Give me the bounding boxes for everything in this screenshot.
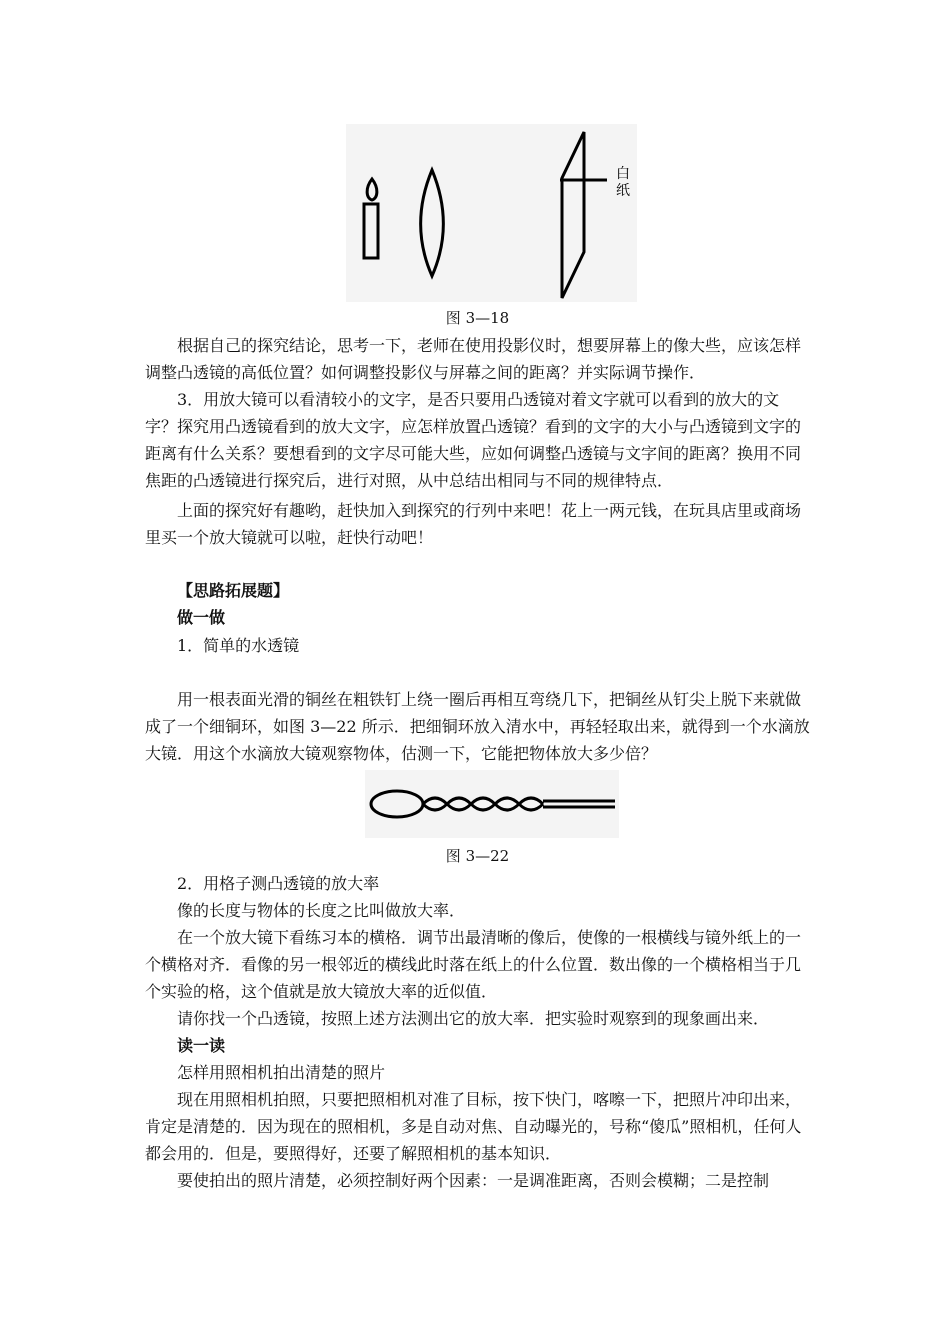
figure-3-22 bbox=[365, 770, 619, 838]
paragraph-try-it: 请你找一个凸透镜，按照上述方法测出它的放大率．把实验时观察到的现象画出来． bbox=[177, 1009, 770, 1028]
paragraph-grid-method: 在一个放大镜下看练习本的横格．调节出最清晰的像后，使像的一根横线与镜外纸上的一个横格对齐．看像的另一根邻近的横线此时落在纸上的什么位置．数出像的一个横格相当于几个实验的格，这个值就是放大镜放大率的近似值． bbox=[145, 928, 802, 1001]
figure-caption-3-22: 图 3—22 bbox=[445, 847, 510, 865]
screen-icon bbox=[562, 132, 584, 298]
paragraph-camera-factors: 要使拍出的照片清楚，必须控制好两个因素：一是调准距离，否则会模糊；二是控制 bbox=[177, 1171, 770, 1190]
paragraph-magnifier: 3．用放大镜可以看清较小的文字，是否只要用凸透镜对着文字就可以看到的放大的文字？探究用凸透镜看到的放大文字，应怎样放置凸透镜？看到的文字的大小与凸透镜到文字的距离有什么关系？要想看到的文字尽可能大些，应如何调整凸透镜与文字间的距离？换用不同焦距的凸透镜进行探究后，进行对照，从中总结出相同与不同的规律特点． bbox=[145, 390, 802, 490]
paragraph-camera-intro: 现在用照相机拍照，只要把照相机对准了目标，按下快门，喀嚓一下，把照片冲印出来，肯定是清楚的．因为现在的照相机，多是自动对焦、自动曝光的，号称“傻瓜”照相机，任何人都会用的．但是，要照得好，还要了解照相机的基本知识． bbox=[145, 1090, 802, 1163]
copper-ring-diagram bbox=[365, 770, 619, 838]
paragraph-copper-ring: 用一根表面光滑的铜丝在粗铁钉上绕一圈后再相互弯绕几下，把铜丝从钉尖上脱下来就做成了一个细铜环，如图 3—22 所示．把细铜环放入清水中，再轻轻取出来，就得到一个水滴放大镜．用这个水滴放大镜观察物体，估测一下，它能把物体放大多少倍？ bbox=[145, 690, 810, 763]
convex-lens-icon bbox=[421, 170, 444, 276]
candle-icon bbox=[364, 204, 378, 258]
figure-caption-3-18: 图 3—18 bbox=[445, 309, 510, 327]
flame-icon bbox=[367, 179, 377, 200]
section-heading-extension: 【思路拓展题】 bbox=[177, 581, 290, 600]
section-heading-read: 读一读 bbox=[177, 1036, 226, 1055]
label-bai: 白 bbox=[616, 166, 630, 182]
item-title-magnification: 2．用格子测凸透镜的放大率 bbox=[177, 874, 380, 893]
figure-3-18 bbox=[346, 124, 637, 302]
candle-lens-screen-diagram bbox=[346, 124, 637, 302]
paragraph-projector: 根据自己的探究结论，思考一下，老师在使用投影仪时，想要屏幕上的像大些，应该怎样调整凸透镜的高低位置？如何调整投影仪与屏幕之间的距离？并实际调节操作． bbox=[145, 336, 802, 382]
label-zhi: 纸 bbox=[616, 183, 630, 199]
section-heading-do: 做一做 bbox=[177, 608, 226, 627]
item-title-water-lens: 1．简单的水透镜 bbox=[177, 636, 300, 655]
reading-title: 怎样用照相机拍出清楚的照片 bbox=[177, 1063, 386, 1082]
ring-loop-icon bbox=[371, 791, 423, 817]
paragraph-magnification-definition: 像的长度与物体的长度之比叫做放大率． bbox=[177, 901, 466, 920]
paragraph-fun: 上面的探究好有趣哟，赶快加入到探究的行列中来吧！花上一两元钱，在玩具店里或商场里买一个放大镜就可以啦，赶快行动吧！ bbox=[145, 501, 802, 547]
